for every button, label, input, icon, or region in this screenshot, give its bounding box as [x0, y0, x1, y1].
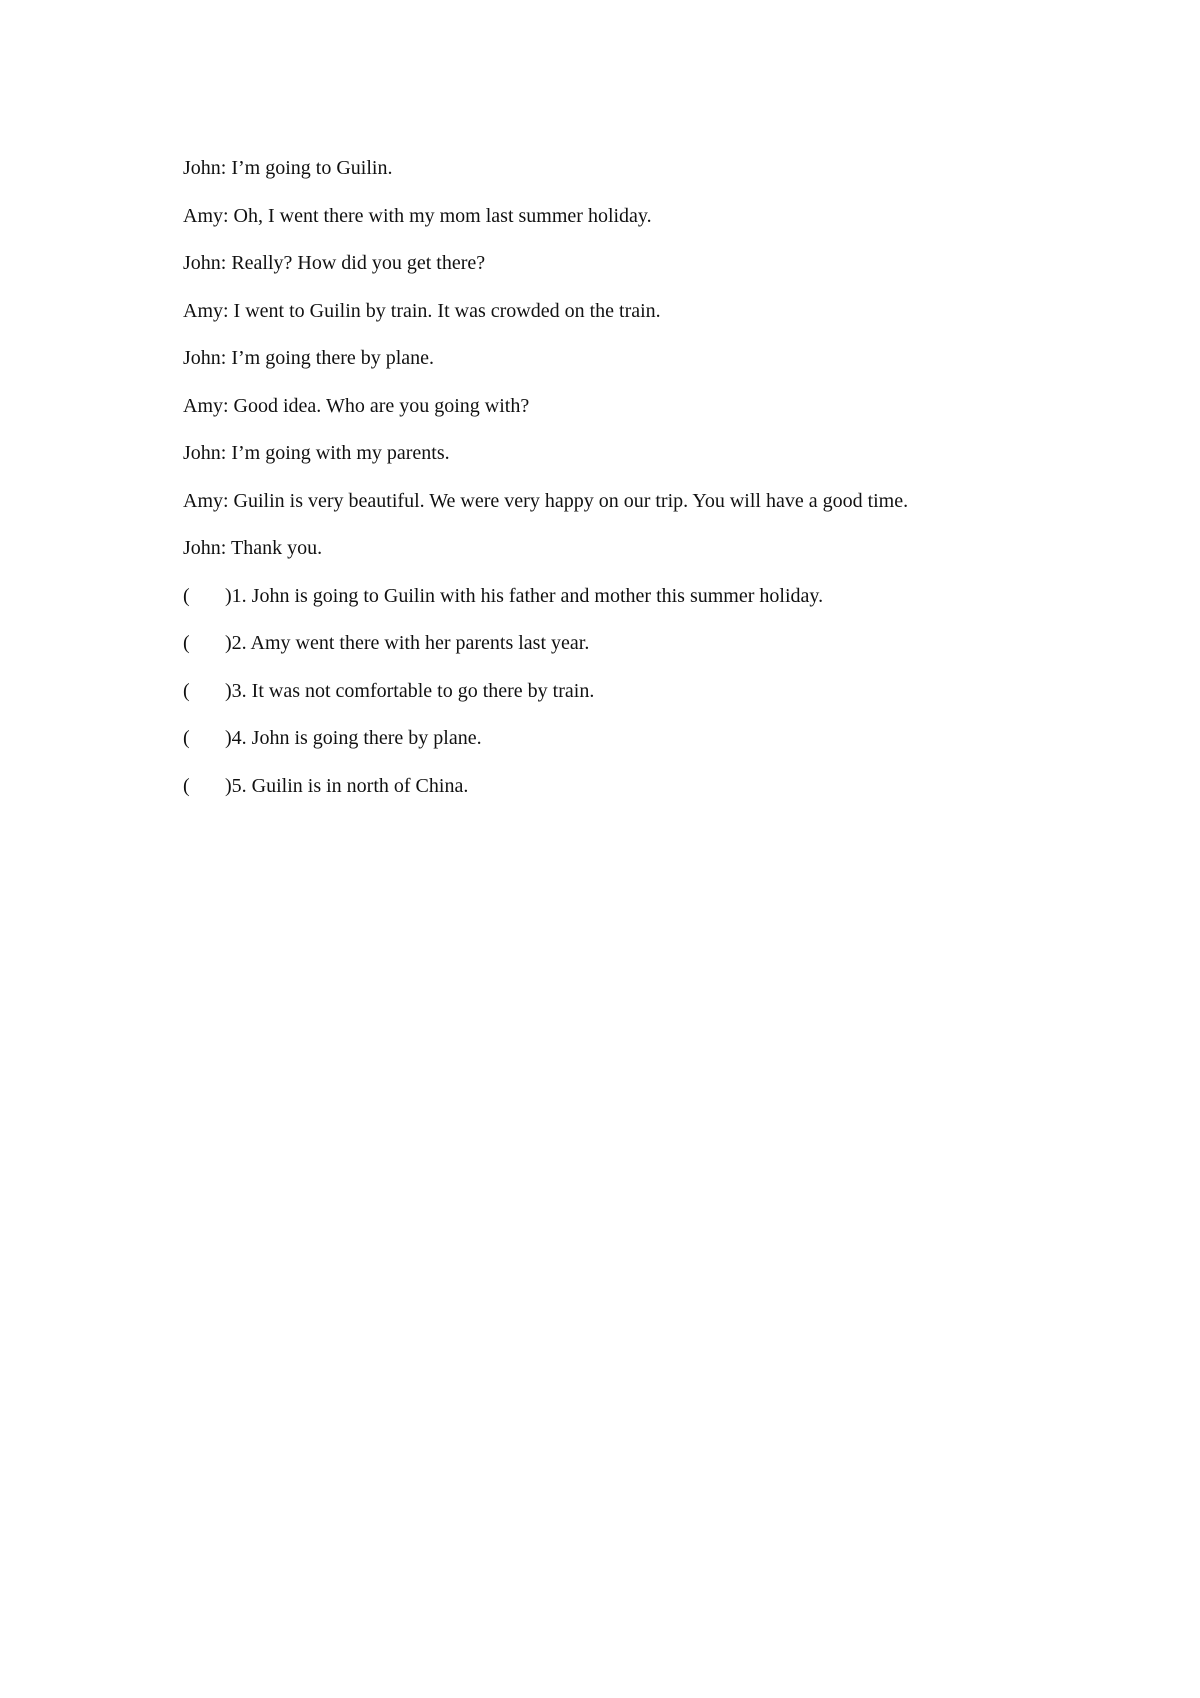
- dialogue-line: John: I’m going with my parents.: [183, 442, 450, 464]
- question-item: [183, 725, 1143, 752]
- worksheet-content: [183, 155, 1143, 820]
- answer-blank[interactable]: (: [183, 679, 190, 702]
- question-item: [183, 678, 1143, 705]
- true-false-questions: [183, 583, 1143, 800]
- dialogue-line: John: Thank you.: [183, 537, 323, 559]
- question-text: )2. Amy went there with her parents last year.: [225, 632, 590, 654]
- dialogue-line: Amy: Guilin is very beautiful. We were very happy on our trip. You will have a good time.: [183, 489, 909, 512]
- question-text: )3. It was not comfortable to go there by train.: [225, 679, 595, 702]
- question-item: [183, 583, 1143, 610]
- question-item: [183, 773, 1143, 800]
- question-text: )4. John is going there by plane.: [225, 727, 482, 749]
- question-text: )5. Guilin is in north of China.: [225, 774, 469, 797]
- answer-blank[interactable]: (: [183, 632, 190, 654]
- answer-blank[interactable]: (: [183, 584, 190, 607]
- answer-blank[interactable]: (: [183, 727, 190, 749]
- dialogue-line: Amy: I went to Guilin by train. It was crowded on the train.: [183, 299, 661, 322]
- dialogue-line: John: I’m going there by plane.: [183, 347, 435, 369]
- question-item: [183, 630, 1143, 657]
- question-text: )1. John is going to Guilin with his father and mother this summer holiday.: [225, 584, 824, 607]
- dialogue-section: [183, 155, 1143, 562]
- answer-blank[interactable]: (: [183, 774, 190, 797]
- dialogue-line: John: I’m going to Guilin.: [183, 157, 393, 179]
- dialogue-line: Amy: Oh, I went there with my mom last summer holiday.: [183, 204, 652, 227]
- dialogue-line: Amy: Good idea. Who are you going with?: [183, 394, 530, 417]
- dialogue-line: John: Really? How did you get there?: [183, 252, 486, 274]
